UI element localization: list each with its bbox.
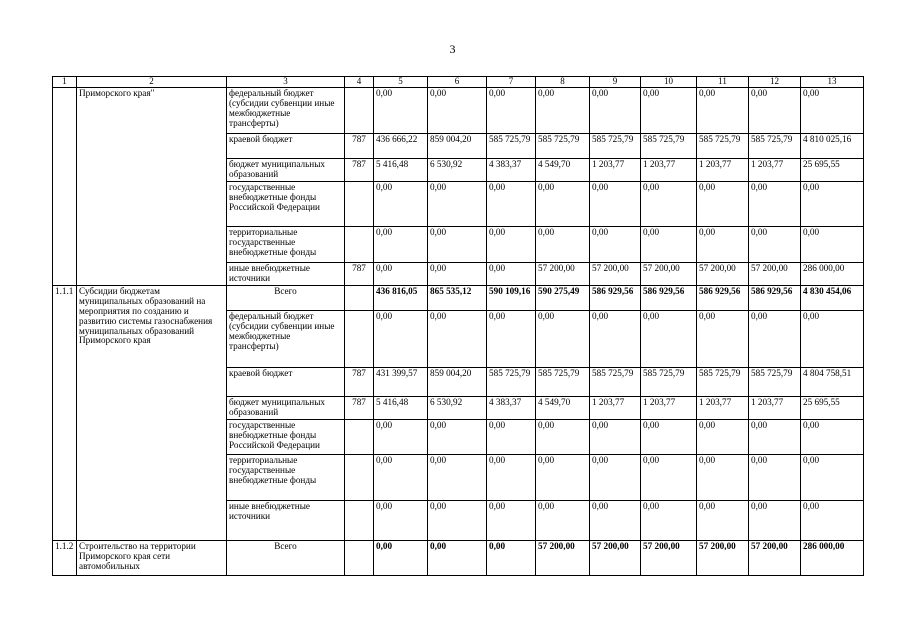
value-cell: 0,00: [749, 181, 801, 226]
header-cell-12: 12: [749, 77, 801, 88]
value-cell: 0,00: [590, 310, 641, 367]
value-cell: 4 810 025,16: [801, 134, 864, 159]
funding-source-cell: территориальные государственные внебюджетные фонды: [227, 226, 345, 262]
value-cell: 6 530,92: [428, 396, 487, 419]
value-cell: 4 549,70: [536, 396, 590, 419]
value-cell: 0,00: [749, 500, 801, 540]
value-cell: 1 203,77: [697, 159, 749, 182]
budget-table: [52, 76, 864, 576]
value-cell: 0,00: [374, 419, 428, 454]
value-cell: 0,00: [428, 262, 487, 285]
value-cell: 585 725,79: [590, 134, 641, 159]
value-cell: 0,00: [590, 88, 641, 134]
budget-code-cell: [345, 454, 374, 500]
value-cell: 0,00: [487, 454, 536, 500]
value-cell: 0,00: [641, 226, 697, 262]
value-cell: 0,00: [536, 88, 590, 134]
value-cell: 57 200,00: [536, 262, 590, 285]
value-cell: 0,00: [536, 310, 590, 367]
value-cell: 0,00: [428, 500, 487, 540]
value-cell: 0,00: [374, 262, 428, 285]
value-cell: 585 725,79: [487, 134, 536, 159]
budget-code-cell: 787: [345, 262, 374, 285]
funding-source-cell: федеральный бюджет (субсидии субвенции иные межбюджетные трансферты): [227, 88, 345, 134]
value-cell: 0,00: [697, 500, 749, 540]
value-cell: 0,00: [641, 88, 697, 134]
funding-source-cell: краевой бюджет: [227, 134, 345, 159]
value-cell: 859 004,20: [428, 134, 487, 159]
budget-code-cell: [345, 181, 374, 226]
funding-source-cell: иные внебюджетные источники: [227, 500, 345, 540]
value-cell: 57 200,00: [697, 262, 749, 285]
header-cell-4: 4: [345, 77, 374, 88]
value-cell: 586 929,56: [697, 285, 749, 310]
value-cell: 585 725,79: [697, 134, 749, 159]
value-cell: 6 530,92: [428, 159, 487, 182]
value-cell: 585 725,79: [590, 367, 641, 396]
value-cell: 0,00: [590, 454, 641, 500]
funding-source-cell: государственные внебюджетные фонды Российской Федерации: [227, 419, 345, 454]
value-cell: 586 929,56: [641, 285, 697, 310]
value-cell: 1 203,77: [749, 396, 801, 419]
value-cell: 0,00: [487, 181, 536, 226]
header-cell-7: 7: [487, 77, 536, 88]
value-cell: 0,00: [536, 419, 590, 454]
budget-code-cell: 787: [345, 367, 374, 396]
row-id-cell: [53, 88, 77, 286]
value-cell: 5 416,48: [374, 159, 428, 182]
activity-name-cell: Строительство на территории Приморского края сети автомобильных: [77, 540, 227, 575]
value-cell: 436 666,22: [374, 134, 428, 159]
value-cell: 0,00: [641, 181, 697, 226]
value-cell: 0,00: [801, 181, 864, 226]
value-cell: 0,00: [374, 540, 428, 575]
value-cell: 1 203,77: [590, 396, 641, 419]
budget-code-cell: [345, 226, 374, 262]
value-cell: 0,00: [801, 454, 864, 500]
value-cell: 1 203,77: [749, 159, 801, 182]
budget-code-cell: [345, 285, 374, 310]
value-cell: 586 929,56: [590, 285, 641, 310]
value-cell: 0,00: [697, 419, 749, 454]
value-cell: 4 830 454,06: [801, 285, 864, 310]
value-cell: 1 203,77: [641, 159, 697, 182]
budget-code-cell: [345, 419, 374, 454]
value-cell: 0,00: [749, 419, 801, 454]
value-cell: 0,00: [749, 88, 801, 134]
budget-code-cell: [345, 88, 374, 134]
header-cell-6: 6: [428, 77, 487, 88]
value-cell: 0,00: [697, 88, 749, 134]
value-cell: 431 399,57: [374, 367, 428, 396]
funding-source-cell: федеральный бюджет (субсидии субвенции иные межбюджетные трансферты): [227, 310, 345, 367]
funding-source-cell: бюджет муниципальных образований: [227, 159, 345, 182]
value-cell: 0,00: [374, 310, 428, 367]
header-row: [53, 77, 864, 88]
funding-source-cell: иные внебюджетные источники: [227, 262, 345, 285]
funding-source-cell: Всего: [227, 540, 345, 575]
header-cell-11: 11: [697, 77, 749, 88]
activity-name-cell: Субсидии бюджетам муниципальных образований на мероприятия по созданию и развитию системы газоснабжения муниципальных образований Приморского края: [77, 285, 227, 540]
page-number: 3: [449, 42, 456, 56]
value-cell: 0,00: [428, 419, 487, 454]
value-cell: 0,00: [487, 419, 536, 454]
value-cell: 0,00: [641, 310, 697, 367]
value-cell: 0,00: [487, 226, 536, 262]
value-cell: 585 725,79: [641, 367, 697, 396]
value-cell: 57 200,00: [641, 540, 697, 575]
funding-source-cell: краевой бюджет: [227, 367, 345, 396]
header-cell-2: 2: [77, 77, 227, 88]
budget-code-cell: 787: [345, 134, 374, 159]
value-cell: 25 695,55: [801, 396, 864, 419]
value-cell: 585 725,79: [487, 367, 536, 396]
value-cell: 0,00: [374, 88, 428, 134]
funding-source-cell: государственные внебюджетные фонды Российской Федерации: [227, 181, 345, 226]
value-cell: 0,00: [536, 454, 590, 500]
value-cell: 859 004,20: [428, 367, 487, 396]
value-cell: 585 725,79: [749, 134, 801, 159]
budget-code-cell: [345, 540, 374, 575]
header-cell-1: 1: [53, 77, 77, 88]
funding-source-cell: бюджет муниципальных образований: [227, 396, 345, 419]
value-cell: 0,00: [428, 540, 487, 575]
value-cell: 57 200,00: [641, 262, 697, 285]
value-cell: 0,00: [487, 262, 536, 285]
value-cell: 0,00: [697, 454, 749, 500]
value-cell: 0,00: [697, 226, 749, 262]
value-cell: 0,00: [641, 454, 697, 500]
value-cell: 0,00: [590, 419, 641, 454]
activity-name-cell: Приморского края": [77, 88, 227, 286]
value-cell: 286 000,00: [801, 262, 864, 285]
table-row: [53, 540, 864, 575]
value-cell: 5 416,48: [374, 396, 428, 419]
value-cell: 0,00: [749, 226, 801, 262]
value-cell: 4 383,37: [487, 396, 536, 419]
value-cell: 0,00: [697, 181, 749, 226]
value-cell: 0,00: [487, 310, 536, 367]
value-cell: 436 816,05: [374, 285, 428, 310]
value-cell: 585 725,79: [697, 367, 749, 396]
header-cell-5: 5: [374, 77, 428, 88]
value-cell: 585 725,79: [641, 134, 697, 159]
value-cell: 0,00: [536, 181, 590, 226]
value-cell: 57 200,00: [749, 262, 801, 285]
value-cell: 0,00: [590, 500, 641, 540]
value-cell: 0,00: [428, 310, 487, 367]
value-cell: 0,00: [374, 500, 428, 540]
table-row: [53, 88, 864, 134]
budget-code-cell: [345, 500, 374, 540]
value-cell: 585 725,79: [536, 367, 590, 396]
row-id-cell: 1.1.1: [53, 285, 77, 540]
funding-source-cell: территориальные государственные внебюджетные фонды: [227, 454, 345, 500]
budget-code-cell: 787: [345, 159, 374, 182]
value-cell: 0,00: [801, 419, 864, 454]
value-cell: 585 725,79: [536, 134, 590, 159]
header-cell-3: 3: [227, 77, 345, 88]
value-cell: 0,00: [536, 500, 590, 540]
value-cell: 0,00: [590, 226, 641, 262]
value-cell: 4 549,70: [536, 159, 590, 182]
value-cell: 4 804 758,51: [801, 367, 864, 396]
value-cell: 865 535,12: [428, 285, 487, 310]
value-cell: 585 725,79: [749, 367, 801, 396]
value-cell: 0,00: [801, 88, 864, 134]
value-cell: 0,00: [641, 419, 697, 454]
value-cell: 0,00: [801, 310, 864, 367]
value-cell: 1 203,77: [590, 159, 641, 182]
value-cell: 0,00: [536, 226, 590, 262]
header-cell-13: 13: [801, 77, 864, 88]
value-cell: 0,00: [428, 454, 487, 500]
value-cell: 4 383,37: [487, 159, 536, 182]
value-cell: 57 200,00: [590, 540, 641, 575]
value-cell: 0,00: [374, 181, 428, 226]
value-cell: 0,00: [749, 310, 801, 367]
value-cell: 0,00: [641, 500, 697, 540]
header-cell-9: 9: [590, 77, 641, 88]
value-cell: 0,00: [697, 310, 749, 367]
value-cell: 0,00: [487, 88, 536, 134]
value-cell: 586 929,56: [749, 285, 801, 310]
value-cell: 0,00: [428, 88, 487, 134]
value-cell: 0,00: [374, 454, 428, 500]
header-cell-8: 8: [536, 77, 590, 88]
row-id-cell: 1.1.2: [53, 540, 77, 575]
value-cell: 57 200,00: [590, 262, 641, 285]
value-cell: 0,00: [487, 540, 536, 575]
value-cell: 590 275,49: [536, 285, 590, 310]
value-cell: 57 200,00: [749, 540, 801, 575]
value-cell: 0,00: [487, 500, 536, 540]
table-row: [53, 285, 864, 310]
value-cell: 590 109,16: [487, 285, 536, 310]
budget-code-cell: 787: [345, 396, 374, 419]
value-cell: 0,00: [590, 181, 641, 226]
value-cell: 0,00: [749, 454, 801, 500]
budget-code-cell: [345, 310, 374, 367]
value-cell: 286 000,00: [801, 540, 864, 575]
value-cell: 0,00: [801, 226, 864, 262]
value-cell: 57 200,00: [536, 540, 590, 575]
value-cell: 1 203,77: [641, 396, 697, 419]
value-cell: 25 695,55: [801, 159, 864, 182]
value-cell: 1 203,77: [697, 396, 749, 419]
value-cell: 0,00: [374, 226, 428, 262]
value-cell: 0,00: [428, 181, 487, 226]
funding-source-cell: Всего: [227, 285, 345, 310]
value-cell: 0,00: [428, 226, 487, 262]
value-cell: 57 200,00: [697, 540, 749, 575]
header-cell-10: 10: [641, 77, 697, 88]
value-cell: 0,00: [801, 500, 864, 540]
